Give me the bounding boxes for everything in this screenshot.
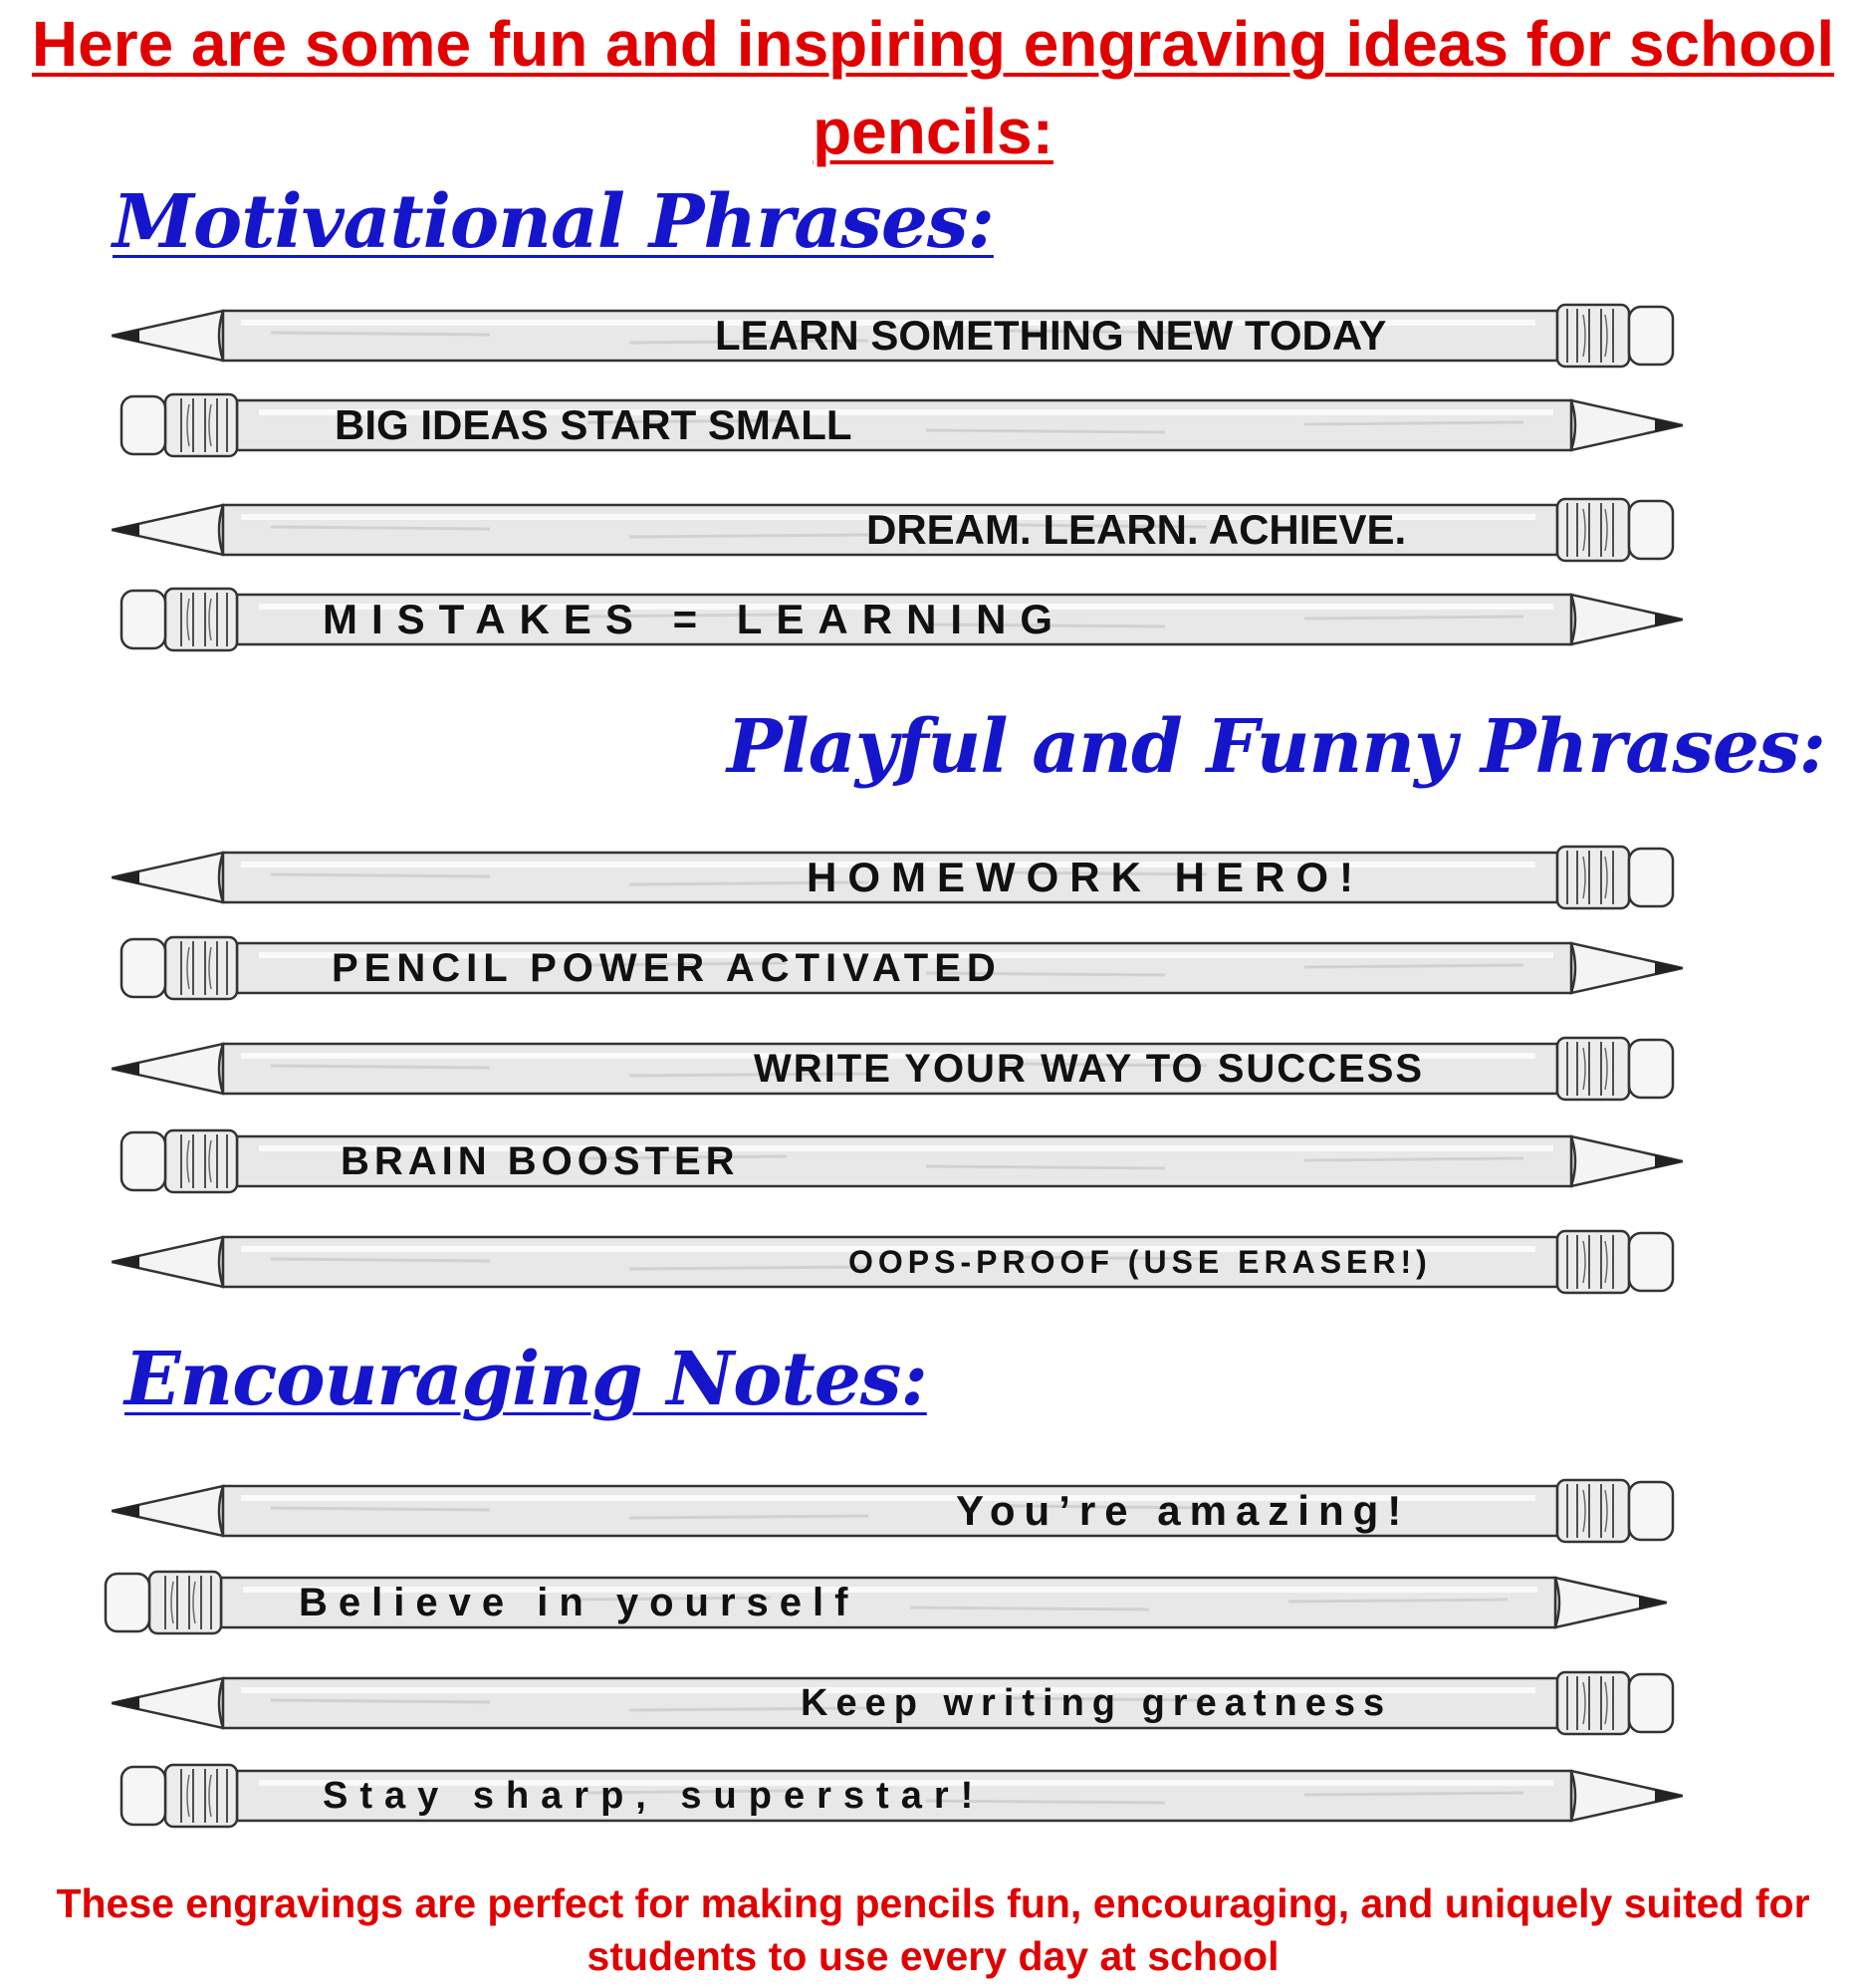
- footer-note: These engravings are perfect for making pencils fun, encouraging, and uniquely suited for students to use every day at school: [56, 1880, 1810, 1979]
- pencil-engraving: Believe in yourself: [299, 1581, 859, 1624]
- pencil-engraving: PENCIL POWER ACTIVATED: [332, 946, 1002, 990]
- pencil-drawing: [112, 1468, 1683, 1554]
- pencil-engraving: You’re amazing!: [956, 1487, 1411, 1534]
- section-heading-playful: Playful and Funny Phrases:: [727, 704, 1825, 790]
- pencil: [112, 293, 1683, 378]
- pencil: [112, 1753, 1683, 1839]
- pencil: [112, 577, 1683, 662]
- pencil-engraving: BIG IDEAS START SMALL: [335, 401, 852, 448]
- pencil: [112, 925, 1683, 1011]
- pencil-engraving: Keep writing greatness: [801, 1682, 1393, 1724]
- pencil: [112, 1026, 1683, 1112]
- pencil-engraving: Stay sharp, superstar!: [323, 1775, 986, 1817]
- pencil: [96, 1560, 1667, 1645]
- pencil: [112, 382, 1683, 468]
- pencil-engraving: MISTAKES = LEARNING: [323, 596, 1067, 642]
- pencil: [112, 1118, 1683, 1204]
- pencil-engraving: OOPS-PROOF (USE ERASER!): [848, 1244, 1432, 1280]
- pencil-engraving: WRITE YOUR WAY TO SUCCESS: [754, 1047, 1425, 1091]
- pencil-engraving: BRAIN BOOSTER: [341, 1139, 740, 1183]
- page-title: Here are some fun and inspiring engraving ideas for school pencils:: [31, 8, 1835, 167]
- section-heading-encouraging: Encouraging Notes:: [124, 1337, 927, 1422]
- pencil: [112, 1660, 1683, 1746]
- section-heading-motivational: Motivational Phrases:: [113, 179, 994, 265]
- pencil: [112, 1219, 1683, 1305]
- pencil: [112, 487, 1683, 573]
- pencil: [112, 1468, 1683, 1554]
- pencil-engraving: HOMEWORK HERO!: [807, 854, 1364, 900]
- pencil-engraving: DREAM. LEARN. ACHIEVE.: [866, 506, 1407, 553]
- pencil: [112, 835, 1683, 920]
- pencil-engraving: LEARN SOMETHING NEW TODAY: [715, 312, 1387, 359]
